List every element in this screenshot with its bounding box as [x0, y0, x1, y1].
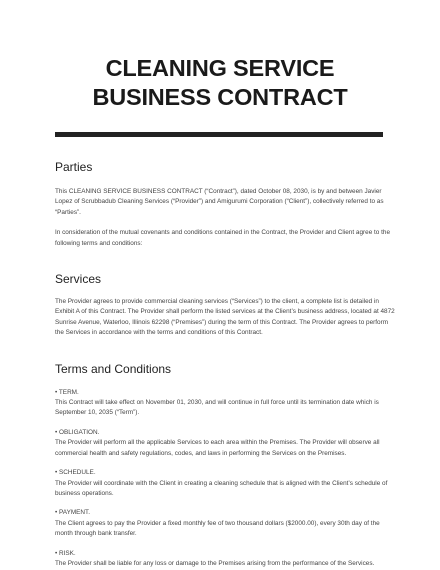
section-services: [55, 271, 397, 339]
term-text: The Client agrees to pay the Provider a fixed monthly fee of two thousand dollars ($2000.00), every 30th day of the month through bank transfer.: [55, 519, 380, 538]
parties-paragraph-1: This CLEANING SERVICE BUSINESS CONTRACT (“Contract”), dated October 08, 2030, is by and between Javier Lopez of Scrubbadub Cleaning Services (“Provider”) and Amigurumi Corporation (“Client”), collectively referred to as “Parties”.: [55, 188, 384, 216]
term-item-payment: [55, 508, 397, 539]
title-divider: [55, 132, 383, 137]
term-item-obligation: [55, 428, 397, 459]
term-label: • SCHEDULE.: [55, 469, 96, 477]
document-body: [55, 159, 397, 570]
term-item-term: [55, 388, 397, 419]
section-heading-parties: Parties: [55, 160, 93, 174]
section-terms: [55, 361, 397, 570]
section-parties: [55, 159, 397, 249]
services-paragraph-1: The Provider agrees to provide commercial cleaning services (“Services”) to the client, a complete list is detailed in Exhibit A of this Contract. The Provider shall perform the listed services at the Client’s business address, located at 4872 Sunrise Avenue, Waterloo, Illinois 62298 (“Premises”) during the term of this Contract. The Provider agrees to perform the Services in accordance with the terms and conditions of this Contract.: [55, 298, 395, 337]
section-heading-services: Services: [55, 272, 102, 287]
term-text: The Provider will coordinate with the Client in creating a cleaning schedule that is aligned with the Client’s schedule of business operations.: [55, 479, 388, 497]
term-label: • TERM.: [55, 388, 79, 396]
term-text: The Provider will perform all the applicable Services to each area within the Premises. The Provider will observe all commercial health and safety regulations, codes, and laws in performing the Services on the Premises.: [55, 439, 380, 457]
document-title: [0, 54, 440, 112]
term-item-schedule: [55, 468, 397, 499]
title-line-2: BUSINESS CONTRACT: [92, 84, 348, 110]
term-label: • PAYMENT.: [55, 509, 91, 517]
term-label: • RISK.: [55, 549, 76, 557]
term-label: • OBLIGATION.: [55, 428, 100, 436]
term-item-risk: [55, 549, 397, 570]
section-heading-terms: Terms and Conditions: [55, 361, 172, 376]
parties-paragraph-2: In consideration of the mutual covenants and conditions contained in the Contract, the Provider and Client agree to the following terms and conditions:: [55, 229, 391, 247]
term-text: This Contract will take effect on November 01, 2030, and will continue in full force until its termination date which is September 10, 2035 (“Term”).: [55, 399, 379, 417]
term-text: The Provider shall be liable for any loss or damage to the Premises arising from the performance of the Services.: [55, 559, 375, 567]
title-line-1: CLEANING SERVICE: [105, 55, 335, 81]
